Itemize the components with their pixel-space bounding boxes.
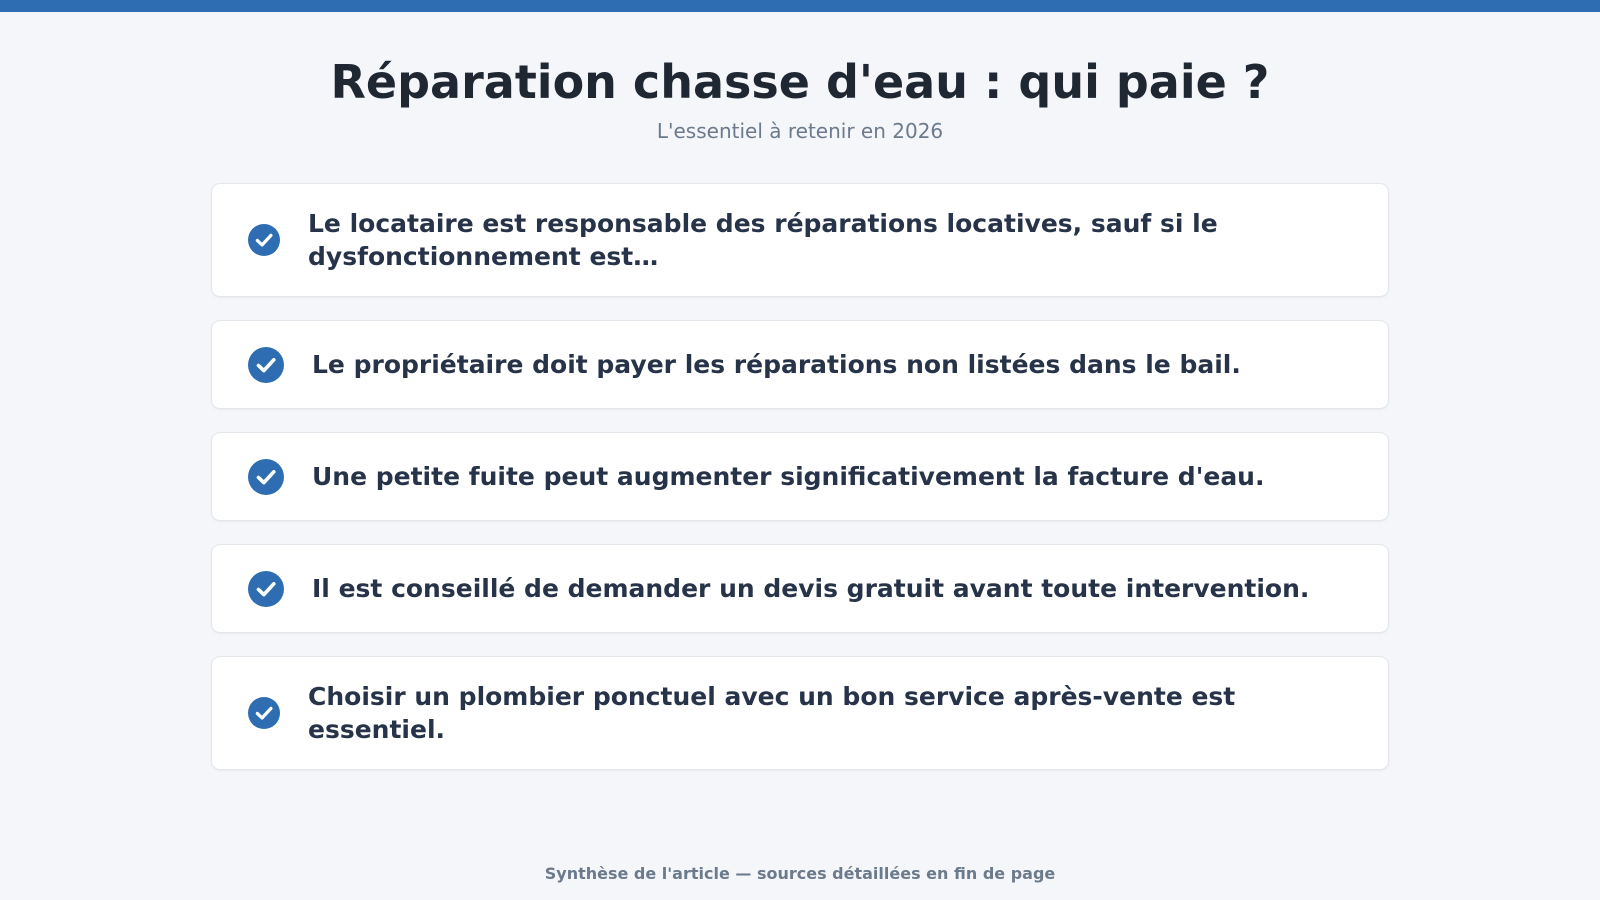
key-point-card <box>211 183 1389 297</box>
key-point-text: Le locataire est responsable des réparations locatives, sauf si le dysfonctionnement est… <box>308 209 1218 271</box>
check-circle-icon <box>248 697 280 729</box>
check-circle-icon <box>248 459 284 495</box>
key-point-card <box>211 656 1389 770</box>
key-point-text: Il est conseillé de demander un devis gratuit avant toute intervention. <box>312 574 1310 603</box>
footer-note: Synthèse de l'article — sources détaillées en fin de page <box>544 864 1056 883</box>
check-circle-icon <box>248 571 284 607</box>
key-point-card <box>211 320 1389 409</box>
check-circle-icon <box>248 347 284 383</box>
top-accent-bar <box>0 0 1600 12</box>
key-point-text: Une petite fuite peut augmenter significativement la facture d'eau. <box>312 462 1265 491</box>
page-title: Réparation chasse d'eau : qui paie ? <box>330 55 1270 109</box>
key-point-card <box>211 544 1389 633</box>
key-point-text: Le propriétaire doit payer les réparations non listées dans le bail. <box>312 350 1241 379</box>
key-point-card <box>211 432 1389 521</box>
key-point-text: Choisir un plombier ponctuel avec un bon service après-vente est essentiel. <box>308 682 1236 744</box>
check-circle-icon <box>248 224 280 256</box>
page-subtitle: L'essentiel à retenir en 2026 <box>656 119 944 143</box>
key-points-list <box>211 183 1389 793</box>
